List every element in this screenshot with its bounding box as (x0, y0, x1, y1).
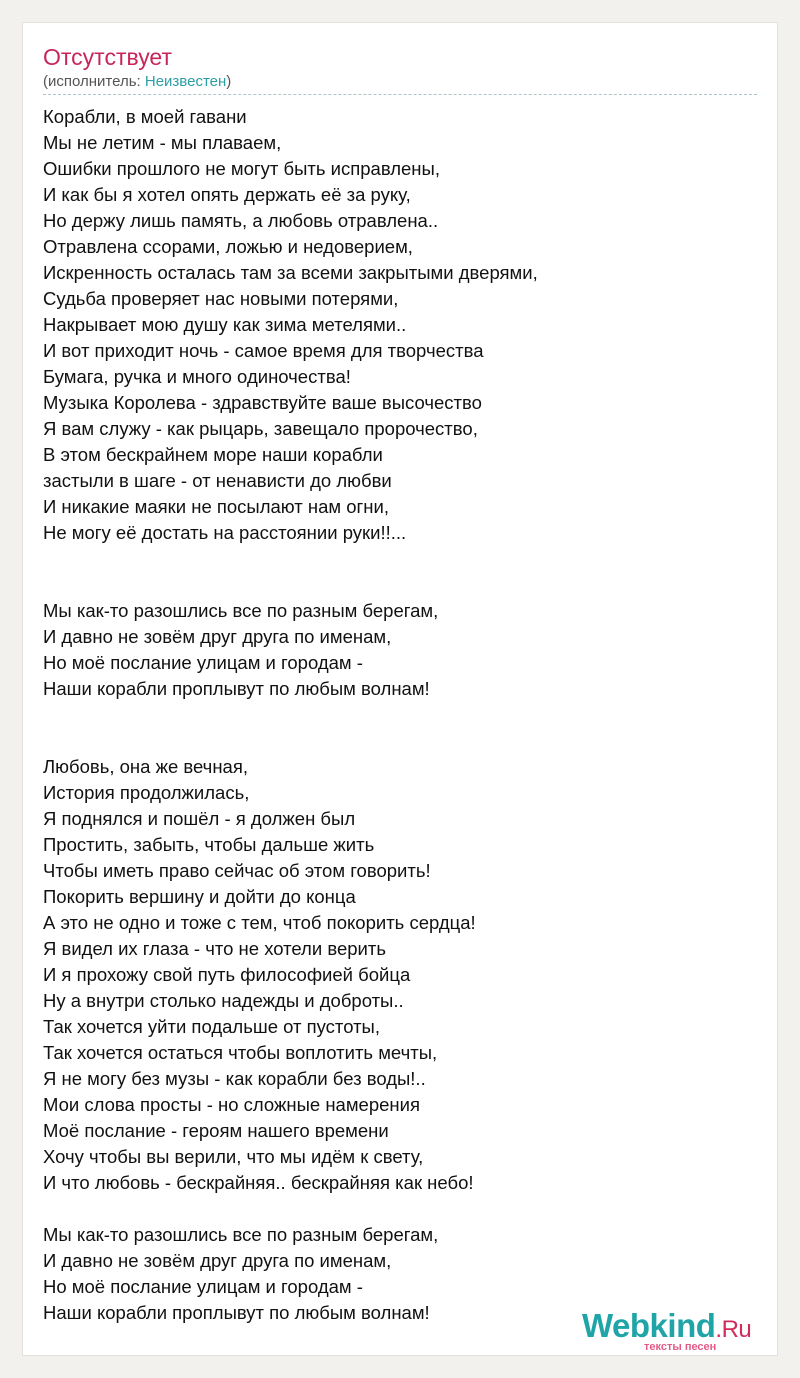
lyric-line: Искренность осталась там за всеми закрытыми дверями, (43, 262, 538, 283)
title-divider (43, 94, 757, 95)
lyric-line: Я поднялся и пошёл - я должен был (43, 808, 356, 829)
lyric-blank-line (43, 1196, 743, 1222)
lyric-line: Мы как-то разошлись все по разным берегам, (43, 1224, 439, 1245)
lyric-line: И давно не зовём друг друга по именам, (43, 626, 392, 647)
lyric-line: И вот приходит ночь - самое время для творчества (43, 340, 484, 361)
lyric-blank-line (43, 702, 743, 728)
lyric-line: И что любовь - бескрайняя.. бескрайняя как небо! (43, 1172, 474, 1193)
lyric-line: Так хочется остаться чтобы воплотить мечты, (43, 1042, 438, 1063)
lyric-line: Наши корабли проплывут по любым волнам! (43, 1302, 430, 1323)
webkind-logo[interactable] (582, 1308, 772, 1358)
artist-suffix: ) (226, 73, 232, 90)
lyrics-card (22, 22, 778, 1356)
lyric-line: Музыка Королева - здравствуйте ваше высочество (43, 392, 482, 413)
lyric-line: Хочу чтобы вы верили, что мы идём к свету, (43, 1146, 424, 1167)
lyric-line: Так хочется уйти подальше от пустоты, (43, 1016, 380, 1037)
lyric-line: Я не могу без музы - как корабли без воды!.. (43, 1068, 426, 1089)
lyric-line: Мы не летим - мы плаваем, (43, 132, 282, 153)
artist-line (43, 73, 231, 91)
lyric-line: История продолжилась, (43, 782, 250, 803)
lyric-line: Накрывает мою душу как зима метелями.. (43, 314, 407, 335)
lyric-line: Моё послание - героям нашего времени (43, 1120, 389, 1141)
lyric-blank-line (43, 728, 743, 754)
lyric-line: застыли в шаге - от ненависти до любви (43, 470, 392, 491)
lyric-line: Бумага, ручка и много одиночества! (43, 366, 351, 387)
artist-link[interactable]: Неизвестен (144, 73, 227, 90)
lyric-line: Но моё послание улицам и городам - (43, 652, 363, 673)
song-title: Отсутствует (43, 44, 172, 70)
logo-tagline: тексты песен (644, 1341, 717, 1353)
lyric-line: Я видел их глаза - что не хотели верить (43, 938, 386, 959)
lyric-blank-line (43, 546, 743, 572)
lyric-line: Наши корабли проплывут по любым волнам! (43, 678, 430, 699)
lyrics-body (43, 104, 743, 1326)
lyric-line: И как бы я хотел опять держать её за руку, (43, 184, 411, 205)
lyric-line: Покорить вершину и дойти до конца (43, 886, 356, 907)
lyric-line: Простить, забыть, чтобы дальше жить (43, 834, 375, 855)
lyric-line: И давно не зовём друг друга по именам, (43, 1250, 392, 1271)
lyric-line: Ну а внутри столько надежды и доброты.. (43, 990, 404, 1011)
lyric-line: И никакие маяки не посылают нам огни, (43, 496, 389, 517)
logo-main-text: Webkind (582, 1307, 716, 1344)
lyric-line: Корабли, в моей гавани (43, 106, 247, 127)
logo-domain-suffix: .Ru (715, 1316, 752, 1343)
lyric-line: Я вам служу - как рыцарь, завещало пророчество, (43, 418, 478, 439)
lyric-line: Но моё послание улицам и городам - (43, 1276, 363, 1297)
lyric-line: Мы как-то разошлись все по разным берегам, (43, 600, 439, 621)
lyric-blank-line (43, 572, 743, 598)
lyric-line: Отравлена ссорами, ложью и недоверием, (43, 236, 413, 257)
lyric-line: Но держу лишь память, а любовь отравлена.. (43, 210, 439, 231)
lyric-line: А это не одно и тоже с тем, чтоб покорить сердца! (43, 912, 476, 933)
lyric-line: Чтобы иметь право сейчас об этом говорить! (43, 860, 431, 881)
lyric-line: Судьба проверяет нас новыми потерями, (43, 288, 399, 309)
lyric-line: В этом бескрайнем море наши корабли (43, 444, 383, 465)
lyric-line: Не могу её достать на расстоянии руки!!... (43, 522, 407, 543)
lyric-line: Любовь, она же вечная, (43, 756, 248, 777)
lyric-line: Ошибки прошлого не могут быть исправлены, (43, 158, 440, 179)
lyric-line: Мои слова просты - но сложные намерения (43, 1094, 420, 1115)
lyric-line: И я прохожу свой путь философией бойца (43, 964, 411, 985)
artist-prefix: (исполнитель: (43, 73, 145, 90)
